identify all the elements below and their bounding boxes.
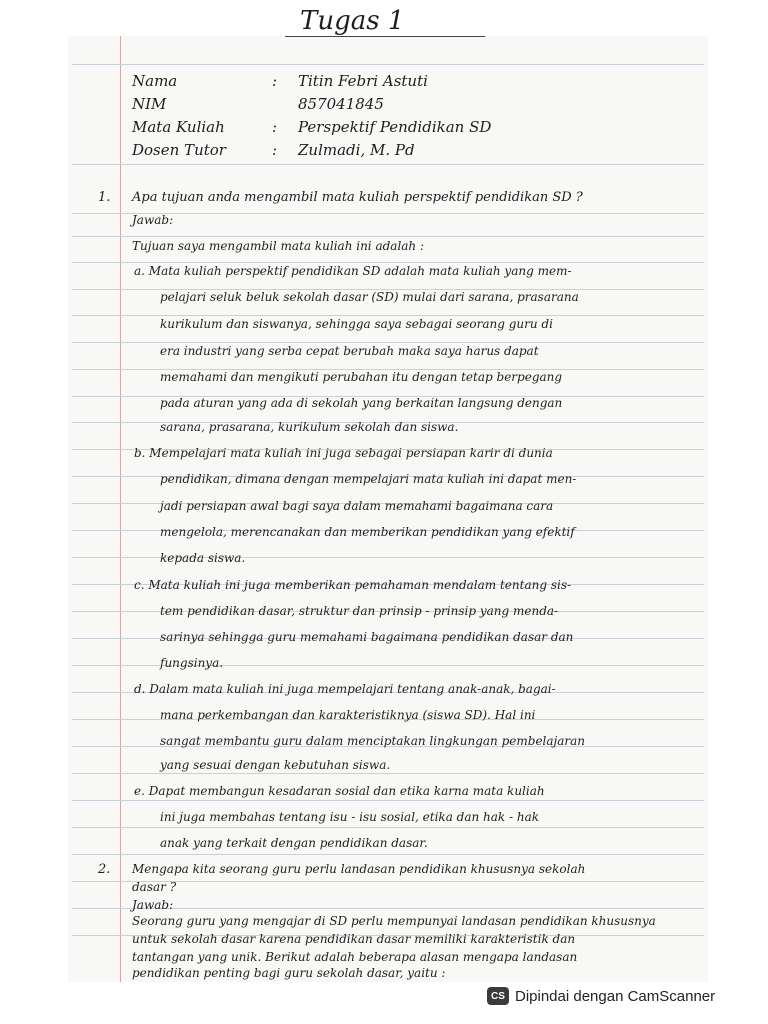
answer-line: pendidikan penting bagi guru sekolah dasar, yaitu : [132,966,446,980]
identity-value-tutor: Zulmadi, M. Pd [298,141,415,159]
answer-line: c. Mata kuliah ini juga memberikan pemahaman mendalam tentang sis- [134,578,572,592]
answer-line: untuk sekolah dasar karena pendidikan dasar memiliki karakteristik dan [132,932,576,946]
answer-line: yang sesuai dengan kebutuhan siswa. [160,758,391,772]
identity-separator: : [272,141,278,159]
answer-line: memahami dan mengikuti perubahan itu dengan tetap berpegang [160,370,563,384]
page-title: Tugas 1 [300,6,405,36]
identity-label-nim: NIM [132,95,167,113]
question-number: 1. [98,190,111,205]
camscanner-label: Dipindai dengan CamScanner [515,987,716,1005]
identity-value-name: Titin Febri Astuti [298,72,428,90]
answer-line: pada aturan yang ada di sekolah yang berkaitan langsung dengan [160,396,563,410]
answer-line: ini juga membahas tentang isu - isu sosial, etika dan hak - hak [160,810,540,824]
answer-line: pendidikan, dimana dengan mempelajari mata kuliah ini dapat men- [160,472,577,486]
answer-line: sarana, prasarana, kurikulum sekolah dan siswa. [160,420,459,434]
ruled-line [72,854,704,855]
answer-line: d. Dalam mata kuliah ini juga mempelajari tentang anak-anak, bagai- [134,682,556,696]
answer-line: kepada siswa. [160,551,246,565]
ruled-line [72,64,704,65]
identity-label-name: Nama [132,72,178,90]
ruled-line [72,773,704,774]
answer-label: Jawab: [132,213,174,227]
identity-label-tutor: Dosen Tutor [132,141,226,159]
camscanner-icon: CS [487,987,509,1005]
question-text: dasar ? [132,880,177,894]
identity-value-nim: 857041845 [298,95,384,113]
ruled-line [72,315,704,316]
title-underline [285,36,485,37]
question-text: Mengapa kita seorang guru perlu landasan pendidikan khususnya sekolah [132,862,586,876]
answer-line: sarinya sehingga guru memahami bagaimana pendidikan dasar dan [160,630,574,644]
question-text: Apa tujuan anda mengambil mata kuliah perspektif pendidikan SD ? [132,190,583,205]
answer-line: tantangan yang unik. Berikut adalah beberapa alasan mengapa landasan [132,950,578,964]
answer-line: mana perkembangan dan karakteristiknya (siswa SD). Hal ini [160,708,536,722]
identity-value-course: Perspektif Pendidikan SD [298,118,492,136]
answer-line: fungsinya. [160,656,224,670]
margin-line [120,36,121,982]
identity-label-course: Mata Kuliah [132,118,225,136]
identity-separator: : [272,72,278,90]
answer-line: b. Mempelajari mata kuliah ini juga sebagai persiapan karir di dunia [134,446,553,460]
answer-line: kurikulum dan siswanya, sehingga saya sebagai seorang guru di [160,317,553,331]
answer-line: jadi persiapan awal bagi saya dalam memahami bagaimana cara [160,499,554,513]
ruled-line [72,827,704,828]
answer-line: a. Mata kuliah perspektif pendidikan SD adalah mata kuliah yang mem- [134,264,572,278]
answer-line: era industri yang serba cepat berubah maka saya harus dapat [160,344,539,358]
answer-line: mengelola, merencanakan dan memberikan pendidikan yang efektif [160,525,575,539]
ruled-line [72,262,704,263]
answer-line: pelajari seluk beluk sekolah dasar (SD) mulai dari sarana, prasarana [160,290,579,304]
answer-line: sangat membantu guru dalam menciptakan lingkungan pembelajaran [160,734,586,748]
question-number: 2. [98,862,111,877]
ruled-line [72,164,704,165]
camscanner-badge [487,987,715,1005]
ruled-line [72,236,704,237]
answer-line: Seorang guru yang mengajar di SD perlu mempunyai landasan pendidikan khususnya [132,914,656,928]
answer-line: anak yang terkait dengan pendidikan dasar. [160,836,428,850]
answer-intro: Tujuan saya mengambil mata kuliah ini adalah : [132,239,425,253]
answer-line: e. Dapat membangun kesadaran sosial dan etika karna mata kuliah [134,784,545,798]
answer-label: Jawab: [132,898,174,912]
answer-line: tem pendidikan dasar, struktur dan prinsip - prinsip yang menda- [160,604,559,618]
identity-separator: : [272,118,278,136]
ruled-line [72,800,704,801]
ruled-line [72,342,704,343]
